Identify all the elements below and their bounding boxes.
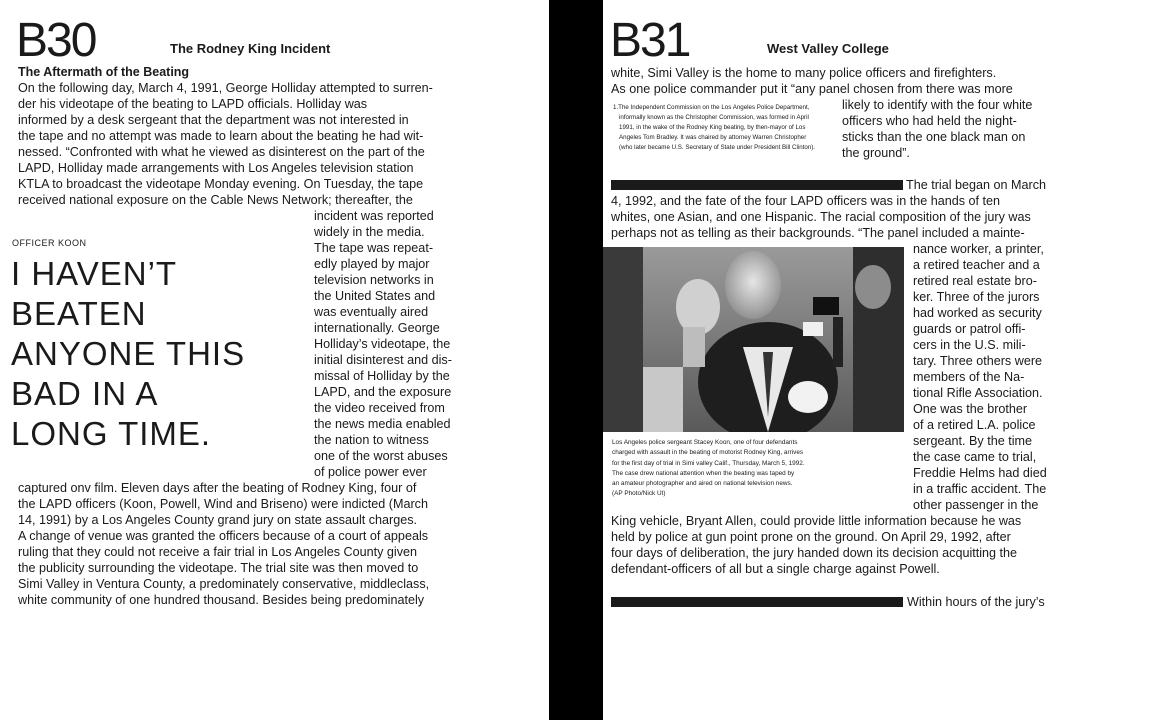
text-line: whites, one Asian, and one Hispanic. The racial composition of the jury was bbox=[611, 210, 1031, 224]
text-line: officers who had held the night- bbox=[842, 114, 1017, 128]
photo-caption bbox=[612, 438, 805, 500]
text-line: the case came to trial, bbox=[913, 450, 1037, 464]
text-line: A change of venue was granted the officers because of a court of appeals bbox=[18, 529, 429, 543]
text-line: one of the worst abuses bbox=[314, 449, 448, 463]
text-line: the United States and bbox=[314, 289, 436, 303]
page-number-right: B31 bbox=[610, 14, 690, 67]
bottom-paragraph-right bbox=[611, 513, 1021, 577]
text-line: Simi Valley in Ventura County, a predominately conservative, middleclass, bbox=[18, 577, 430, 591]
text-line: widely in the media. bbox=[314, 225, 425, 239]
text-line: white, Simi Valley is the home to many police officers and firefighters. bbox=[611, 66, 997, 80]
text-line: a retired teacher and a bbox=[913, 258, 1040, 272]
text-line: As one police commander put it “any panel chosen from there was more bbox=[611, 82, 1013, 96]
text-line: The tape was repeat- bbox=[314, 241, 434, 255]
text-line: edly played by major bbox=[314, 257, 430, 271]
text-line: 14, 1991) by a Los Angeles County grand jury on state assault charges. bbox=[18, 513, 418, 527]
text-line: nessed. “Confronted with what he viewed as disinterest on the part of the bbox=[18, 145, 425, 159]
text-line: cers in the U.S. mili- bbox=[913, 338, 1026, 352]
top-paragraph-right bbox=[611, 65, 1013, 97]
text-line: was eventually aired bbox=[314, 305, 429, 319]
text-line: LAPD, Holliday made arrangements with Los Angeles television station bbox=[18, 161, 414, 175]
footnote-line: 1991, in the wake of the Rodney King beating, by then-mayor of Los bbox=[619, 124, 806, 131]
page-title-left: The Rodney King Incident bbox=[170, 41, 331, 56]
news-photo bbox=[603, 247, 904, 432]
caption-line: an amateur photographer and aired on national television news. bbox=[612, 480, 793, 488]
text-line: LAPD, and the exposure bbox=[314, 385, 452, 399]
quote-line: BAD IN A bbox=[11, 375, 159, 412]
text-line: Holliday’s videotape, the bbox=[314, 337, 451, 351]
photo-illustration bbox=[603, 247, 904, 432]
text-line: ruling that they could not receive a fair trial in Los Angeles County given bbox=[18, 545, 418, 559]
text-line: Freddie Helms had died bbox=[913, 466, 1047, 480]
text-line: retired real estate bro- bbox=[913, 274, 1037, 288]
footnote-line: Angeles Tom Bradley. It was chaired by attorney Warren Christopher bbox=[619, 134, 807, 141]
trial-paragraph bbox=[611, 193, 1031, 241]
footnote-line: 1.The Independent Commission on the Los Angeles Police Department, bbox=[613, 104, 810, 111]
page-gutter bbox=[549, 0, 603, 720]
caption-line: charged with assault in the beating of motorist Rodney King, arrives bbox=[612, 449, 804, 457]
section-subheading: The Aftermath of the Beating bbox=[18, 65, 190, 79]
text-line: the video received from bbox=[314, 401, 445, 415]
text-line: white community of one hundred thousand. Besides being predominately bbox=[18, 593, 425, 607]
text-line: guards or patrol offi- bbox=[913, 322, 1026, 336]
page-title-right: West Valley College bbox=[767, 41, 889, 56]
quote-attribution: OFFICER KOON bbox=[12, 238, 87, 248]
quote-line: BEATEN bbox=[11, 295, 147, 332]
footnote-line: informally known as the Christopher Commission, was formed in April bbox=[619, 114, 809, 121]
text-line: One was the brother bbox=[913, 402, 1028, 416]
text-line: members of the Na- bbox=[913, 370, 1025, 384]
text-line: der his videotape of the beating to LAPD officials. Holliday was bbox=[18, 97, 368, 111]
text-line: 4, 1992, and the fate of the four LAPD officers was in the hands of ten bbox=[611, 194, 1001, 208]
text-line: other passenger in the bbox=[913, 498, 1039, 512]
footnote bbox=[613, 103, 815, 153]
text-line: perhaps not as telling as their backgrounds. “The panel included a mainte- bbox=[611, 226, 1025, 240]
text-line: likely to identify with the four white bbox=[842, 98, 1033, 112]
caption-line: (AP Photo/Nick Ut) bbox=[612, 490, 666, 498]
text-line: the LAPD officers (Koon, Powell, Wind and Briseno) were indicted (March bbox=[18, 497, 428, 511]
side-column-right bbox=[842, 97, 1032, 161]
text-line: held by police at gun point prone on the ground. On April 29, 1992, after bbox=[611, 530, 1011, 544]
footnote-line: (who later became U.S. Secretary of State under President Bill Clinton). bbox=[619, 144, 816, 151]
text-line: incident was reported bbox=[314, 209, 434, 223]
text-line: On the following day, March 4, 1991, George Holliday attempted to surren- bbox=[18, 81, 433, 95]
text-line: the news media enabled bbox=[314, 417, 451, 431]
quote-line: ANYONE THIS bbox=[11, 335, 246, 372]
trial-first-line: The trial began on March bbox=[906, 178, 1047, 192]
text-line: initial disinterest and dis- bbox=[314, 353, 452, 367]
page-number-left: B30 bbox=[16, 14, 96, 67]
quote-line: I HAVEN’T bbox=[11, 255, 178, 292]
text-line: sticks than the one black man on bbox=[842, 130, 1026, 144]
bottom-paragraph-left bbox=[18, 480, 429, 608]
caption-line: Los Angeles police sergeant Stacey Koon, one of four defendants bbox=[612, 439, 798, 446]
text-line: informed by a desk sergeant that the department was not interested in bbox=[18, 113, 409, 127]
intro-paragraph bbox=[18, 80, 433, 208]
text-line: tional Rifle Association. bbox=[913, 386, 1043, 400]
text-line: the publicity surrounding the videotape. The trial site was then moved to bbox=[18, 561, 419, 575]
text-line: ker. Three of the jurors bbox=[913, 290, 1040, 304]
text-line: received national exposure on the Cable News Network; thereafter, the bbox=[18, 193, 413, 207]
quote-line: LONG TIME. bbox=[11, 415, 212, 452]
text-line: television networks in bbox=[314, 273, 434, 287]
pull-quote bbox=[11, 254, 245, 454]
section-rule bbox=[611, 597, 903, 607]
caption-line: for the first day of trial in Simi valley Calif., Thursday, March 5, 1992. bbox=[612, 459, 805, 467]
text-line: sergeant. By the time bbox=[913, 434, 1033, 448]
text-line: internationally. George bbox=[314, 321, 440, 335]
final-line: Within hours of the jury’s bbox=[907, 595, 1045, 609]
text-line: defendant-officers of all but a single charge against Powell. bbox=[611, 562, 940, 576]
text-line: of police power ever bbox=[314, 465, 427, 479]
text-line: the tape and no attempt was made to learn about the beating he had wit- bbox=[18, 129, 424, 143]
text-line: had worked as security bbox=[913, 306, 1042, 320]
text-line: missal of Holliday by the bbox=[314, 369, 450, 383]
text-line: King vehicle, Bryant Allen, could provide little information because he was bbox=[611, 514, 1022, 528]
text-line: nance worker, a printer, bbox=[913, 242, 1044, 256]
narrow-column-right bbox=[913, 241, 1047, 513]
section-rule bbox=[611, 180, 903, 190]
narrow-column-left bbox=[314, 208, 452, 480]
text-line: in a traffic accident. The bbox=[913, 482, 1047, 496]
text-line: of a retired L.A. police bbox=[913, 418, 1036, 432]
text-line: the ground”. bbox=[842, 146, 910, 160]
text-line: captured onv film. Eleven days after the beating of Rodney King, four of bbox=[18, 481, 417, 495]
text-line: KTLA to broadcast the videotape Monday evening. On Tuesday, the tape bbox=[18, 177, 424, 191]
text-line: the nation to witness bbox=[314, 433, 429, 447]
text-line: four days of deliberation, the jury handed down its decision acquitting the bbox=[611, 546, 1018, 560]
text-line: tary. Three others were bbox=[913, 354, 1043, 368]
caption-line: The case drew national attention when the beating was taped by bbox=[612, 469, 795, 477]
